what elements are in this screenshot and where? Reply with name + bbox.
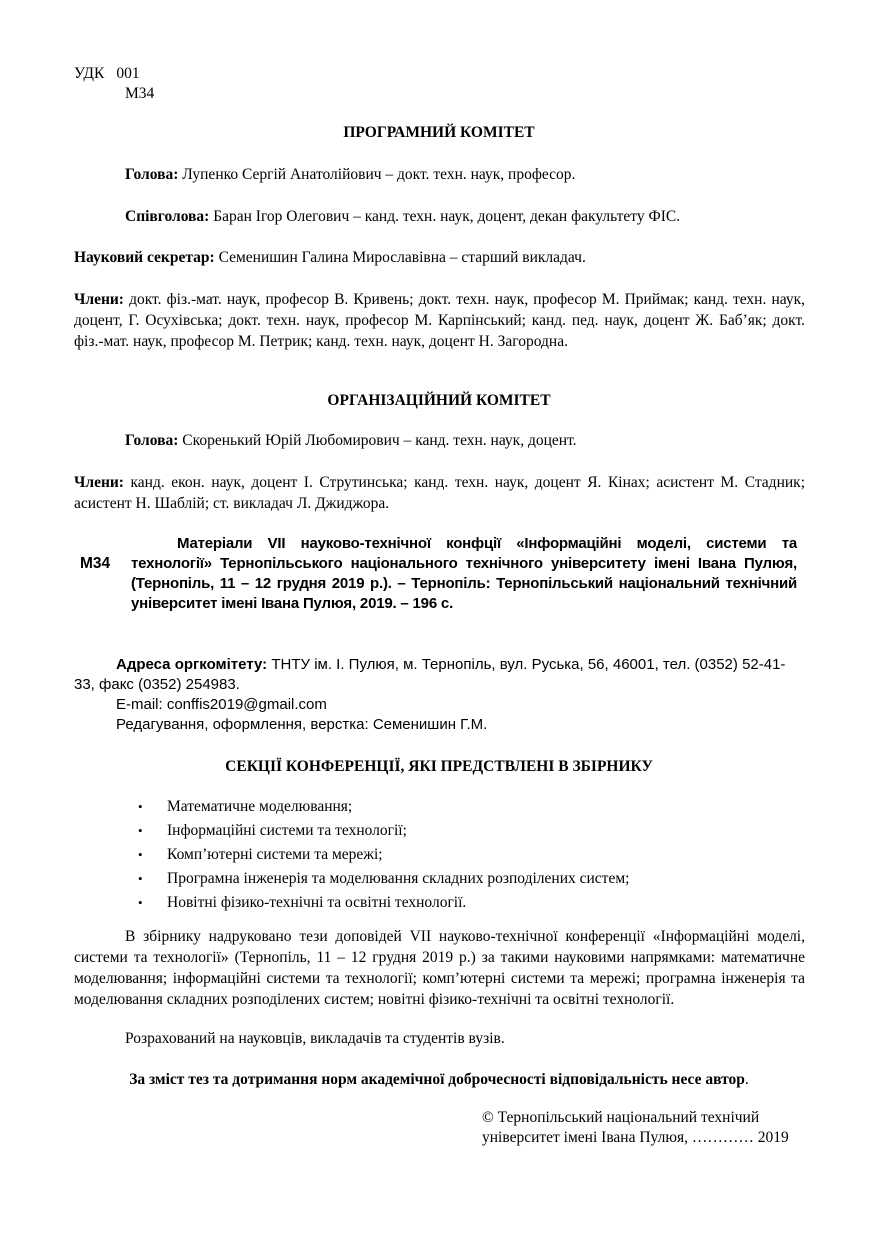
section-item-label: Математичне моделювання;	[167, 798, 353, 815]
program-members-label: Члени:	[74, 291, 124, 308]
org-chair	[125, 431, 805, 451]
bullet-icon: •	[138, 799, 143, 814]
program-chair	[125, 165, 805, 185]
org-committee-heading: ОРГАНІЗАЦІЙНИЙ КОМІТЕТ	[327, 392, 551, 409]
email-line: E-mail: conffis2019@gmail.com	[116, 696, 327, 713]
sections-list	[138, 795, 798, 915]
list-item	[138, 819, 798, 843]
program-cochair-label: Співголова:	[125, 208, 210, 225]
program-chair-text: Лупенко Сергій Анатолійович – докт. техн. наук, професор.	[178, 166, 576, 183]
org-chair-label: Голова:	[125, 432, 179, 449]
sections-heading: СЕКЦІЇ КОНФЕРЕНЦІЇ, ЯКІ ПРЕДСТВЛЕНІ В ЗБІРНИКУ	[225, 758, 653, 775]
disclaimer	[74, 1070, 804, 1090]
copyright-line-1: © Тернопільський національний технічий	[482, 1109, 760, 1126]
org-members-text: канд. екон. наук, доцент І. Струтинська; канд. техн. наук, доцент Я. Кінах; асистент М. Стадник; асистент Н. Шаблій; ст. викладач Л. Джиджора.	[74, 474, 805, 512]
program-secretary	[74, 248, 804, 268]
citation-text: Матеріали VII науково-технічної конфції «Інформаційні моделі, системи та технології» Тернопільського національного технічного університету імені Івана Пулюя, (Тернопіль, 11 – 12 грудня 2019 р.). – Тернопіль: Тернопільський національний технічний університет імені Івана Пулюя, 2019. – 196 с.	[131, 535, 797, 612]
address-block	[74, 655, 805, 735]
section-item-label: Програмна інженерія та моделювання складних розподілених систем;	[167, 870, 630, 887]
list-item	[138, 867, 798, 891]
program-chair-label: Голова:	[125, 166, 179, 183]
section-item-label: Новітні фізико-технічні та освітні технології.	[167, 894, 467, 911]
bullet-icon: •	[138, 895, 143, 910]
section-item-label: Комп’ютерні системи та мережі;	[167, 846, 383, 863]
program-secretary-text: Семенишин Галина Мирославівна – старший викладач.	[214, 249, 586, 266]
audience-line: Розрахований на науковців, викладачів та студентів вузів.	[125, 1030, 505, 1047]
program-committee-heading: ПРОГРАМНИЙ КОМІТЕТ	[343, 124, 535, 141]
bullet-icon: •	[138, 847, 143, 862]
org-chair-text: Скоренький Юрій Любомирович – канд. техн. наук, доцент.	[178, 432, 577, 449]
copyright-block	[482, 1108, 812, 1148]
address-label: Адреса оргкомітету:	[116, 656, 268, 673]
program-members-text: докт. фіз.-мат. наук, професор В. Кривень; докт. техн. наук, професор М. Приймак; канд. техн. наук, доцент, Г. Осухівська; докт. техн. наук, професор М. Карпінський; канд. пед. наук, доцент Ж. Баб’як; докт. фіз.-мат. наук, професор М. Петрик; канд. техн. наук, доцент Н. Загородна.	[74, 291, 805, 350]
copyright-line-2: університет імені Івана Пулюя, ………… 2019	[482, 1129, 789, 1146]
org-members-label: Члени:	[74, 474, 124, 491]
udk-line	[74, 64, 274, 84]
program-cochair-text: Баран Ігор Олегович – канд. техн. наук, доцент, декан факультету ФІС.	[209, 208, 681, 225]
list-item	[138, 843, 798, 867]
list-item	[138, 795, 798, 819]
editing-line: Редагування, оформлення, верстка: Семенишин Г.М.	[116, 716, 488, 733]
org-members	[74, 472, 805, 514]
summary-paragraph: В збірнику надруковано тези доповідей VII науково-технічної конференції «Інформаційні моделі, системи та технології» (Тернопіль, 11 – 12 грудня 2019 р.) за такими науковими напрямками: математичне моделювання; інформаційні системи та технології; комп’ютерні системи та мережі; програмна інженерія та моделювання складних розподілених систем; новітні фізико-технічні та освітні технології.	[74, 928, 805, 1008]
bullet-icon: •	[138, 823, 143, 838]
list-item	[138, 891, 798, 915]
address-line	[74, 655, 805, 695]
program-secretary-label: Науковий секретар:	[74, 249, 215, 266]
address-text: ТНТУ ім. І. Пулюя, м. Тернопіль, вул. Руська, 56, 46001, тел. (0352) 52-41-33, факс (0352) 254983.	[74, 656, 786, 693]
disclaimer-text: За зміст тез та дотримання норм академічної доброчесності відповідальність несе автор	[129, 1071, 745, 1088]
program-cochair	[125, 207, 805, 227]
bullet-icon: •	[138, 871, 143, 886]
section-item-label: Інформаційні системи та технології;	[167, 822, 407, 839]
udk-label: УДК	[74, 65, 105, 82]
citation-code: М34	[80, 555, 111, 572]
udk-block	[74, 64, 274, 104]
program-members	[74, 289, 805, 352]
udk-code: 001	[116, 65, 140, 82]
udk-code2: М34	[125, 85, 155, 102]
disclaimer-end: .	[744, 1071, 749, 1088]
